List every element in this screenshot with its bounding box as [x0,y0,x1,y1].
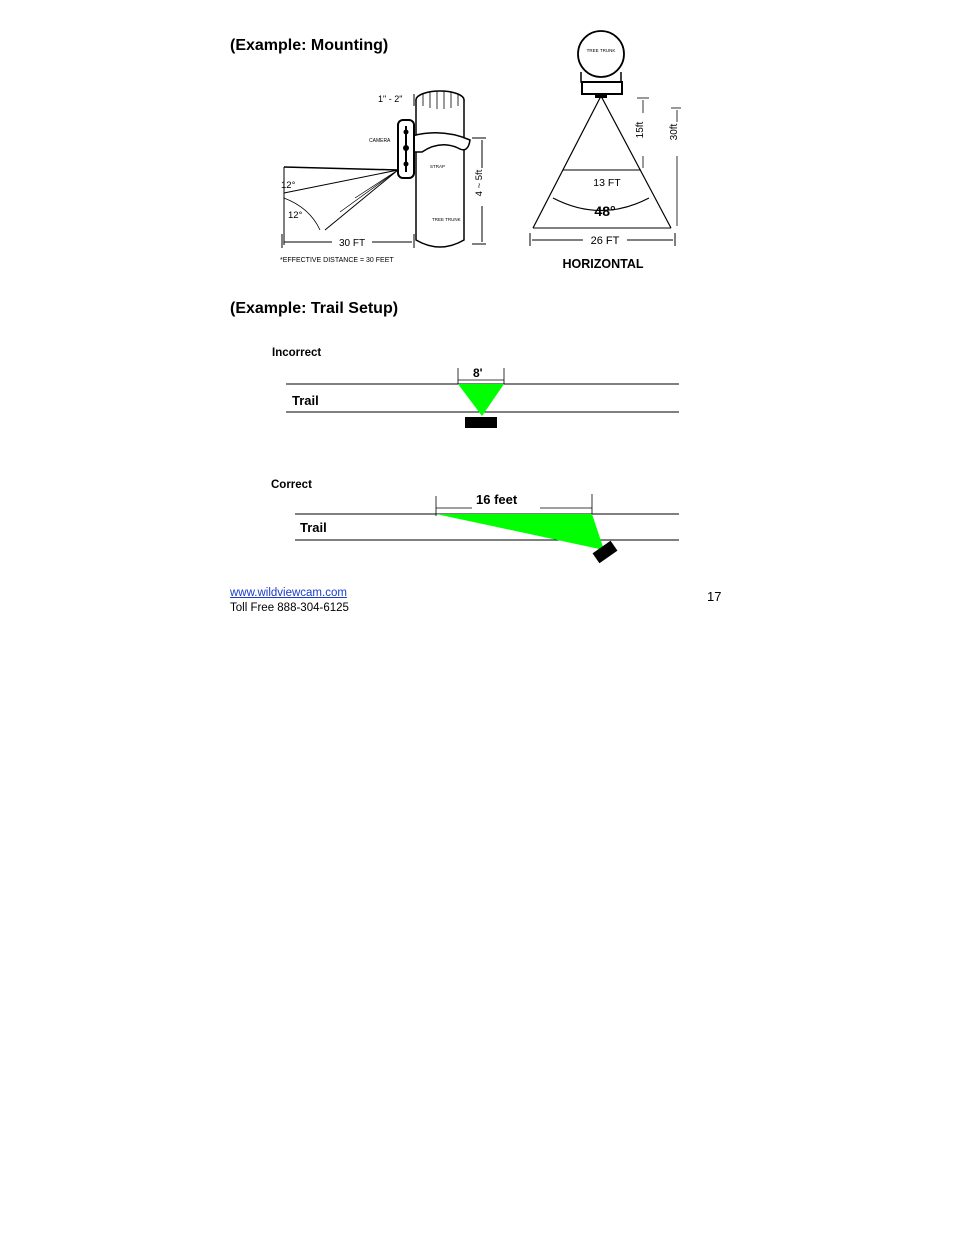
trail-correct-diagram [270,472,685,567]
detection-beam-correct [436,514,604,550]
mid-distance-label: 15ft [635,121,646,139]
angle-label: 48° [594,203,616,219]
heading-mounting: (Example: Mounting) [230,37,389,54]
effective-distance-note: *EFFECTIVE DISTANCE = 30 FEET [280,257,394,264]
camera-label: CAMERA [369,138,391,144]
mid-width-label: 13 FT [593,177,621,189]
angle-lower-label: 12° [288,210,303,221]
mounting-top-diagram [525,28,685,273]
angle-upper-label: 12° [281,180,296,191]
website-link[interactable]: www.wildviewcam.com [230,587,347,599]
full-distance-label: 30ft [669,123,680,141]
camera-top [582,82,622,94]
tree-trunk-top [578,31,624,77]
gap-label: 1" - 2" [378,94,403,104]
height-label: 4 ~ 5ft [474,169,485,197]
width-label-correct: 16 feet [476,492,518,507]
tree-trunk [416,91,464,247]
width-label-incorrect: 8' [473,366,483,380]
detection-beam-incorrect [458,384,504,416]
full-width-label: 26 FT [590,235,620,247]
strap-label: STRAP [430,164,446,169]
camera [398,120,414,178]
heading-trail-setup: (Example: Trail Setup) [230,300,399,317]
trail-incorrect-diagram [270,340,685,432]
mounting-side-diagram [270,80,500,275]
camera-incorrect [465,417,497,428]
toll-free-phone: Toll Free 888-304-6125 [230,602,349,614]
trunk-top-label: TREE TRUNK [586,48,616,53]
distance-label: 30 FT [338,238,366,249]
trunk-label: TREE TRUNK [432,217,461,222]
correct-label: Correct [271,479,312,491]
incorrect-label: Incorrect [272,347,322,359]
horizontal-caption: HORIZONTAL [562,257,644,271]
trail-label-correct: Trail [300,520,327,535]
trail-label-incorrect: Trail [292,393,319,408]
page-number: 17 [707,589,722,604]
